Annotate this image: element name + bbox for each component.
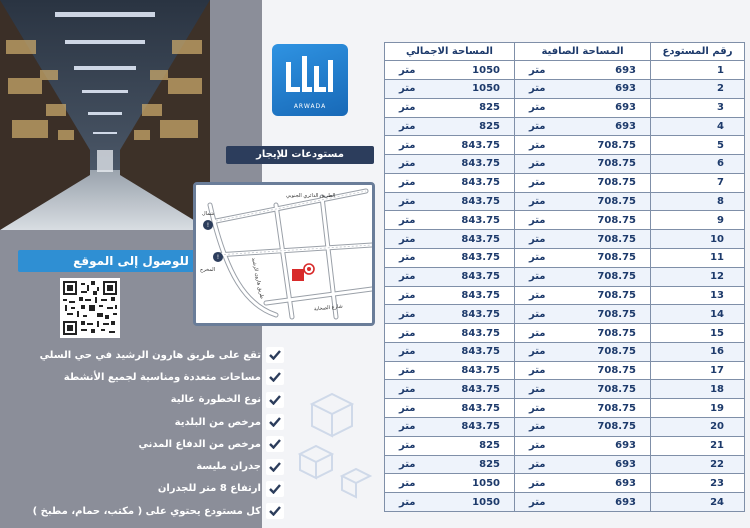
total-area-cell	[385, 192, 515, 211]
unit-label: متر	[399, 496, 416, 508]
feature-item: كل مستودع يحتوي على ( مكتب، حمام، مطبخ )	[4, 500, 284, 522]
svg-text:!: !	[216, 254, 220, 261]
unit-label: متر	[529, 102, 546, 114]
net-area-cell	[515, 79, 651, 98]
warehouse-number: 2	[651, 79, 745, 98]
table-row	[385, 436, 745, 455]
warehouse-number: 18	[651, 380, 745, 399]
map-label-road: الطريق الدائري الجنوبي	[286, 193, 336, 199]
total-area-cell	[385, 136, 515, 155]
table-row	[385, 324, 745, 343]
unit-label: متر	[399, 196, 416, 208]
unit-label: متر	[529, 308, 546, 320]
table-row	[385, 493, 745, 512]
net-area-value: 708.75	[597, 327, 636, 339]
unit-label: متر	[399, 308, 416, 320]
net-area-value: 693	[615, 477, 636, 489]
feature-item: ارتفاع 8 متر للجدران	[4, 478, 284, 500]
unit-label: متر	[529, 252, 546, 264]
unit-label: متر	[529, 477, 546, 489]
total-area-cell	[385, 286, 515, 305]
total-area-cell	[385, 324, 515, 343]
total-area-cell	[385, 155, 515, 174]
warehouse-number: 22	[651, 455, 745, 474]
net-area-cell	[515, 249, 651, 268]
warehouse-number: 7	[651, 173, 745, 192]
total-area-value: 843.75	[461, 252, 500, 264]
check-icon	[266, 503, 284, 519]
warehouse-number: 3	[651, 98, 745, 117]
unit-label: متر	[529, 139, 546, 151]
header-net-area: المساحة الصافية	[515, 43, 651, 61]
warehouse-number: 11	[651, 249, 745, 268]
net-area-cell	[515, 380, 651, 399]
unit-label: متر	[399, 458, 416, 470]
unit-label: متر	[399, 383, 416, 395]
feature-item: تقع على طريق هارون الرشيد في حي السلي	[4, 344, 284, 366]
table-row	[385, 286, 745, 305]
unit-label: متر	[529, 402, 546, 414]
total-area-value: 1050	[472, 83, 500, 95]
map-label-street-left: طريق هارون الرشيد	[250, 257, 265, 300]
net-area-value: 708.75	[597, 139, 636, 151]
total-area-value: 825	[479, 102, 500, 114]
net-area-cell	[515, 286, 651, 305]
total-area-cell	[385, 455, 515, 474]
total-area-cell	[385, 79, 515, 98]
header-total-area: المساحة الاجمالي	[385, 43, 515, 61]
total-area-cell	[385, 361, 515, 380]
net-area-cell	[515, 136, 651, 155]
unit-label: متر	[529, 233, 546, 245]
unit-label: متر	[399, 346, 416, 358]
table-row	[385, 211, 745, 230]
net-area-cell	[515, 61, 651, 80]
feature-item: نوع الخطورة عالية	[4, 389, 284, 411]
location-map[interactable]	[193, 182, 375, 326]
warehouse-number: 8	[651, 192, 745, 211]
unit-label: متر	[529, 421, 546, 433]
net-area-cell	[515, 117, 651, 136]
total-area-cell	[385, 230, 515, 249]
net-area-value: 708.75	[597, 346, 636, 358]
unit-label: متر	[529, 271, 546, 283]
total-area-cell	[385, 305, 515, 324]
map-label-north: شمال	[202, 211, 215, 217]
net-area-value: 708.75	[597, 177, 636, 189]
net-area-cell	[515, 436, 651, 455]
total-area-cell	[385, 173, 515, 192]
total-area-value: 843.75	[461, 158, 500, 170]
table-row	[385, 155, 745, 174]
map-label-exit: المخرج	[200, 267, 216, 273]
net-area-cell	[515, 324, 651, 343]
table-row	[385, 61, 745, 80]
net-area-value: 708.75	[597, 233, 636, 245]
net-area-cell	[515, 418, 651, 437]
header-number: رقم المستودع	[651, 43, 745, 61]
total-area-cell	[385, 399, 515, 418]
total-area-cell	[385, 249, 515, 268]
unit-label: متر	[399, 271, 416, 283]
table-row	[385, 192, 745, 211]
net-area-cell	[515, 230, 651, 249]
check-icon	[266, 414, 284, 430]
unit-label: متر	[399, 158, 416, 170]
warehouse-number: 14	[651, 305, 745, 324]
check-icon	[266, 392, 284, 408]
net-area-value: 693	[615, 496, 636, 508]
net-area-value: 708.75	[597, 289, 636, 301]
warehouse-number: 5	[651, 136, 745, 155]
warehouse-number: 13	[651, 286, 745, 305]
unit-label: متر	[399, 477, 416, 489]
total-area-value: 843.75	[461, 177, 500, 189]
warehouse-number: 17	[651, 361, 745, 380]
check-icon	[266, 459, 284, 475]
brand-logo	[272, 44, 348, 116]
unit-label: متر	[529, 383, 546, 395]
map-label-street-bottom: شارع الصحابة	[313, 303, 344, 313]
net-area-cell	[515, 267, 651, 286]
total-area-cell	[385, 436, 515, 455]
total-area-cell	[385, 61, 515, 80]
unit-label: متر	[399, 365, 416, 377]
svg-text:!: !	[206, 222, 210, 229]
total-area-value: 825	[479, 120, 500, 132]
net-area-cell	[515, 155, 651, 174]
net-area-value: 693	[615, 102, 636, 114]
check-icon	[266, 347, 284, 363]
decorative-cubes	[292, 384, 382, 504]
net-area-value: 708.75	[597, 158, 636, 170]
net-area-value: 708.75	[597, 196, 636, 208]
unit-label: متر	[399, 83, 416, 95]
unit-label: متر	[399, 64, 416, 76]
unit-label: متر	[399, 440, 416, 452]
unit-label: متر	[529, 120, 546, 132]
net-area-cell	[515, 192, 651, 211]
net-area-cell	[515, 493, 651, 512]
net-area-cell	[515, 361, 651, 380]
net-area-value: 708.75	[597, 383, 636, 395]
feature-item: مرخص من البلدية	[4, 411, 284, 433]
total-area-cell	[385, 474, 515, 493]
warehouse-number: 4	[651, 117, 745, 136]
check-icon	[266, 369, 284, 385]
check-icon	[266, 481, 284, 497]
net-area-cell	[515, 98, 651, 117]
net-area-cell	[515, 474, 651, 493]
unit-label: متر	[399, 252, 416, 264]
total-area-value: 843.75	[461, 233, 500, 245]
warehouse-number: 10	[651, 230, 745, 249]
unit-label: متر	[529, 83, 546, 95]
net-area-value: 708.75	[597, 271, 636, 283]
net-area-value: 693	[615, 83, 636, 95]
warehouse-photo	[0, 0, 210, 230]
net-area-value: 693	[615, 64, 636, 76]
total-area-cell	[385, 117, 515, 136]
unit-label: متر	[399, 139, 416, 151]
qr-code[interactable]	[60, 278, 120, 338]
total-area-cell	[385, 267, 515, 286]
unit-label: متر	[529, 327, 546, 339]
net-area-value: 693	[615, 440, 636, 452]
unit-label: متر	[399, 102, 416, 114]
unit-label: متر	[399, 421, 416, 433]
table-row	[385, 455, 745, 474]
table-row	[385, 173, 745, 192]
unit-label: متر	[529, 346, 546, 358]
total-area-cell	[385, 98, 515, 117]
net-area-cell	[515, 305, 651, 324]
total-area-value: 843.75	[461, 383, 500, 395]
net-area-cell	[515, 211, 651, 230]
net-area-value: 708.75	[597, 214, 636, 226]
total-area-value: 843.75	[461, 365, 500, 377]
table-row	[385, 474, 745, 493]
unit-label: متر	[399, 289, 416, 301]
qr-title: للوصول إلى الموقع	[18, 250, 244, 272]
unit-label: متر	[399, 214, 416, 226]
warehouse-number: 9	[651, 211, 745, 230]
unit-label: متر	[399, 177, 416, 189]
table-row	[385, 136, 745, 155]
net-area-cell	[515, 399, 651, 418]
table-row	[385, 117, 745, 136]
warehouse-number: 1	[651, 61, 745, 80]
unit-label: متر	[529, 64, 546, 76]
table-row	[385, 267, 745, 286]
table-row	[385, 305, 745, 324]
unit-label: متر	[529, 458, 546, 470]
net-area-value: 708.75	[597, 365, 636, 377]
logo-mark-icon	[282, 52, 338, 96]
net-area-value: 708.75	[597, 252, 636, 264]
total-area-cell	[385, 211, 515, 230]
total-area-value: 843.75	[461, 327, 500, 339]
total-area-cell	[385, 493, 515, 512]
unit-label: متر	[529, 177, 546, 189]
total-area-value: 843.75	[461, 139, 500, 151]
total-area-value: 843.75	[461, 402, 500, 414]
net-area-value: 708.75	[597, 402, 636, 414]
total-area-value: 1050	[472, 496, 500, 508]
total-area-value: 825	[479, 458, 500, 470]
unit-label: متر	[529, 158, 546, 170]
warehouse-number: 23	[651, 474, 745, 493]
warehouse-table	[384, 42, 744, 512]
unit-label: متر	[399, 402, 416, 414]
unit-label: متر	[529, 214, 546, 226]
total-area-value: 843.75	[461, 196, 500, 208]
feature-list	[4, 344, 284, 522]
total-area-value: 825	[479, 440, 500, 452]
table-row	[385, 79, 745, 98]
total-area-value: 843.75	[461, 308, 500, 320]
table-header-row	[385, 43, 745, 61]
net-area-value: 693	[615, 120, 636, 132]
table-row	[385, 418, 745, 437]
total-area-cell	[385, 342, 515, 361]
unit-label: متر	[399, 120, 416, 132]
total-area-value: 1050	[472, 64, 500, 76]
net-area-cell	[515, 455, 651, 474]
total-area-value: 843.75	[461, 421, 500, 433]
warehouse-number: 6	[651, 155, 745, 174]
total-area-cell	[385, 380, 515, 399]
feature-item: مساحات متعددة ومناسبة لجميع الأنشطة	[4, 366, 284, 388]
table-row	[385, 342, 745, 361]
total-area-value: 843.75	[461, 346, 500, 358]
unit-label: متر	[399, 233, 416, 245]
unit-label: متر	[529, 196, 546, 208]
warehouse-number: 20	[651, 418, 745, 437]
unit-label: متر	[529, 365, 546, 377]
feature-item: مرخص من الدفاع المدني	[4, 433, 284, 455]
table-row	[385, 249, 745, 268]
warehouse-number: 19	[651, 399, 745, 418]
net-area-value: 693	[615, 458, 636, 470]
net-area-cell	[515, 342, 651, 361]
check-icon	[266, 436, 284, 452]
warehouse-number: 24	[651, 493, 745, 512]
table-row	[385, 230, 745, 249]
total-area-cell	[385, 418, 515, 437]
net-area-cell	[515, 173, 651, 192]
warehouse-number: 16	[651, 342, 745, 361]
warehouse-number: 21	[651, 436, 745, 455]
table-row	[385, 399, 745, 418]
warehouse-number: 12	[651, 267, 745, 286]
rent-banner: مستودعات للإيجار	[226, 146, 374, 164]
table-row	[385, 361, 745, 380]
total-area-value: 843.75	[461, 271, 500, 283]
total-area-value: 843.75	[461, 214, 500, 226]
net-area-value: 708.75	[597, 308, 636, 320]
unit-label: متر	[529, 496, 546, 508]
net-area-value: 708.75	[597, 421, 636, 433]
unit-label: متر	[529, 289, 546, 301]
warehouse-number: 15	[651, 324, 745, 343]
logo-sub-text: ARWADA	[293, 103, 327, 110]
feature-item: جدران مليسة	[4, 455, 284, 477]
total-area-value: 1050	[472, 477, 500, 489]
table-row	[385, 98, 745, 117]
unit-label: متر	[529, 440, 546, 452]
total-area-value: 843.75	[461, 289, 500, 301]
table-row	[385, 380, 745, 399]
unit-label: متر	[399, 327, 416, 339]
